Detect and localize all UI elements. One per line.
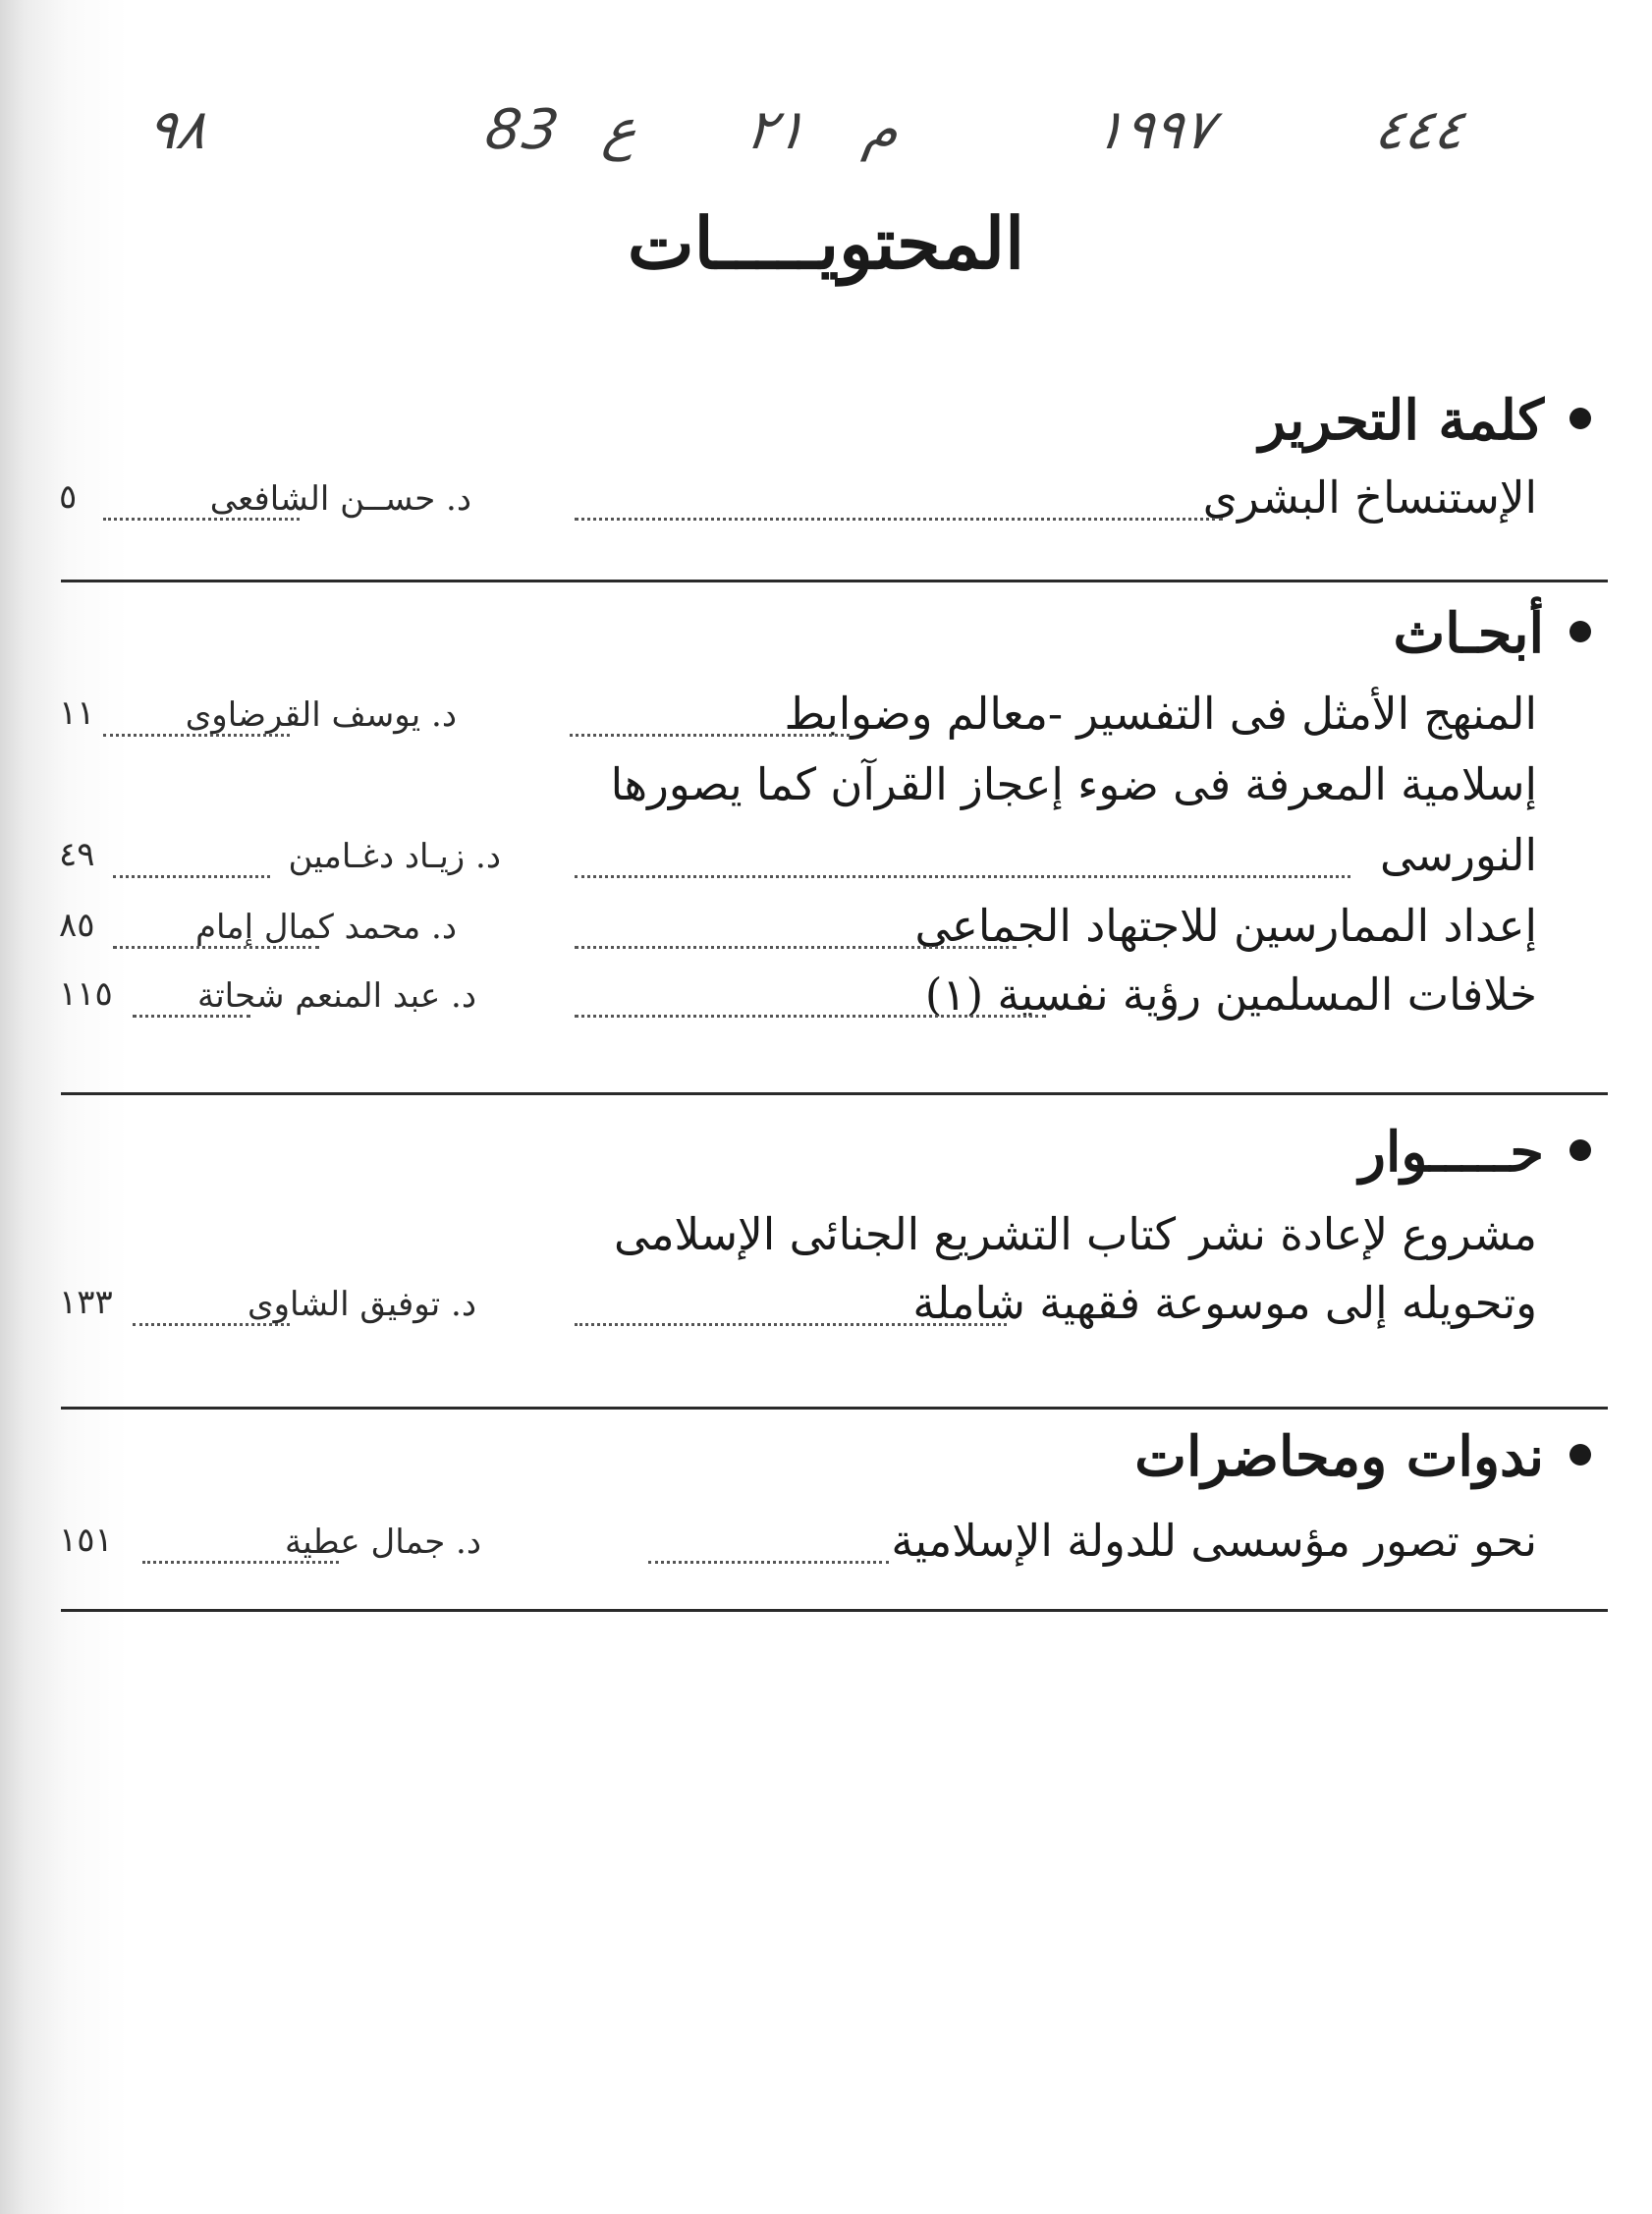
dot-leader	[103, 518, 300, 521]
dot-leader	[133, 1015, 250, 1018]
entry-page: ١٣٣	[59, 1283, 113, 1322]
entry-page: ٤٩	[59, 835, 95, 874]
toc-entry[interactable]	[59, 471, 1537, 534]
entry-title: المنهج الأمثل فى التفسير -معالم وضوابط	[784, 688, 1537, 740]
dot-leader	[113, 875, 270, 878]
section-heading	[1259, 388, 1591, 453]
section-seminars	[59, 1424, 1591, 1621]
section-divider	[61, 1609, 1608, 1612]
handwritten-note: ٢١	[742, 98, 810, 162]
entry-page: ٥	[59, 477, 78, 517]
entry-page: ١٥١	[59, 1521, 113, 1560]
section-heading	[1394, 601, 1591, 666]
dot-leader	[575, 1323, 1007, 1326]
entry-title: إعداد الممارسين للاجتهاد الجماعى	[914, 900, 1537, 952]
section-heading	[1359, 1120, 1591, 1185]
section-heading	[1134, 1424, 1591, 1489]
section-divider	[61, 580, 1608, 582]
section-heading-text: كلمة التحرير	[1258, 388, 1544, 453]
dot-leader	[575, 1015, 1046, 1018]
section-heading-text: حـــــوار	[1358, 1120, 1544, 1185]
handwritten-note: ٩٨	[142, 98, 211, 162]
entry-title: الإستنساخ البشرى	[1202, 471, 1537, 524]
entry-author: د. محمد كمال إمام	[194, 908, 457, 947]
entry-author: د. عبد المنعم شحاتة	[196, 976, 476, 1016]
section-research	[59, 601, 1591, 1073]
dot-leader	[103, 734, 290, 737]
toc-entry[interactable]	[59, 1208, 1537, 1271]
section-heading-text: أبحـاث	[1393, 601, 1544, 666]
entry-author: د. زيـاد دغـامين	[288, 837, 501, 876]
entry-title: نحو تصور مؤسسى للدولة الإسلامية	[891, 1515, 1537, 1567]
entry-title: النورسى	[1380, 829, 1537, 881]
entry-page: ١١٥	[59, 974, 113, 1014]
handwritten-note: ١٩٩٧	[1090, 98, 1218, 162]
dot-leader	[113, 946, 319, 949]
section-divider	[61, 1407, 1608, 1410]
section-dialogue	[59, 1120, 1591, 1414]
section-heading-text: ندوات ومحاضرات	[1134, 1424, 1544, 1489]
entry-page: ٨٥	[59, 906, 95, 945]
toc-entry[interactable]	[59, 829, 1537, 892]
entry-title: إسلامية المعرفة فى ضوء إعجاز القرآن كما يصورها	[610, 758, 1537, 810]
entry-author: د. يوسف القرضاوى	[185, 695, 457, 735]
handwritten-catalog-notes	[0, 98, 1652, 187]
toc-entry[interactable]	[59, 969, 1537, 1031]
bullet-icon	[1569, 1139, 1591, 1161]
bullet-icon	[1569, 408, 1591, 429]
bullet-icon	[1569, 1444, 1591, 1466]
section-editorial	[59, 388, 1591, 584]
handwritten-note: م	[859, 98, 904, 162]
entry-page: ١١	[59, 693, 95, 733]
section-divider	[61, 1092, 1608, 1095]
toc-entry[interactable]	[59, 900, 1537, 963]
entry-author: د. جمال عطية	[285, 1522, 481, 1562]
dot-leader	[575, 875, 1350, 878]
dot-leader	[142, 1561, 339, 1564]
entry-title: وتحويله إلى موسوعة فقهية شاملة	[912, 1277, 1537, 1329]
toc-entry[interactable]	[59, 688, 1537, 750]
toc-entry[interactable]	[59, 1515, 1537, 1577]
dot-leader	[648, 1561, 889, 1564]
entry-author: د. توفيق الشاوى	[248, 1285, 476, 1324]
handwritten-note: 83	[481, 98, 565, 162]
bullet-icon	[1569, 621, 1591, 642]
dot-leader	[570, 734, 850, 737]
dot-leader	[575, 518, 1223, 521]
entry-title: مشروع لإعادة نشر كتاب التشريع الجنائى الإسلامى	[613, 1208, 1537, 1260]
handwritten-note: ع	[599, 98, 641, 162]
toc-entry[interactable]	[59, 1277, 1537, 1340]
handwritten-note: ٤٤٤	[1370, 98, 1468, 162]
page-title: المحتويـــــات	[627, 201, 1025, 285]
dot-leader	[575, 946, 1017, 949]
entry-title: خلافات المسلمين رؤية نفسية (١)	[924, 969, 1537, 1021]
entry-author: د. حســن الشافعى	[209, 479, 471, 519]
toc-entry[interactable]	[59, 758, 1537, 821]
dot-leader	[133, 1323, 290, 1326]
